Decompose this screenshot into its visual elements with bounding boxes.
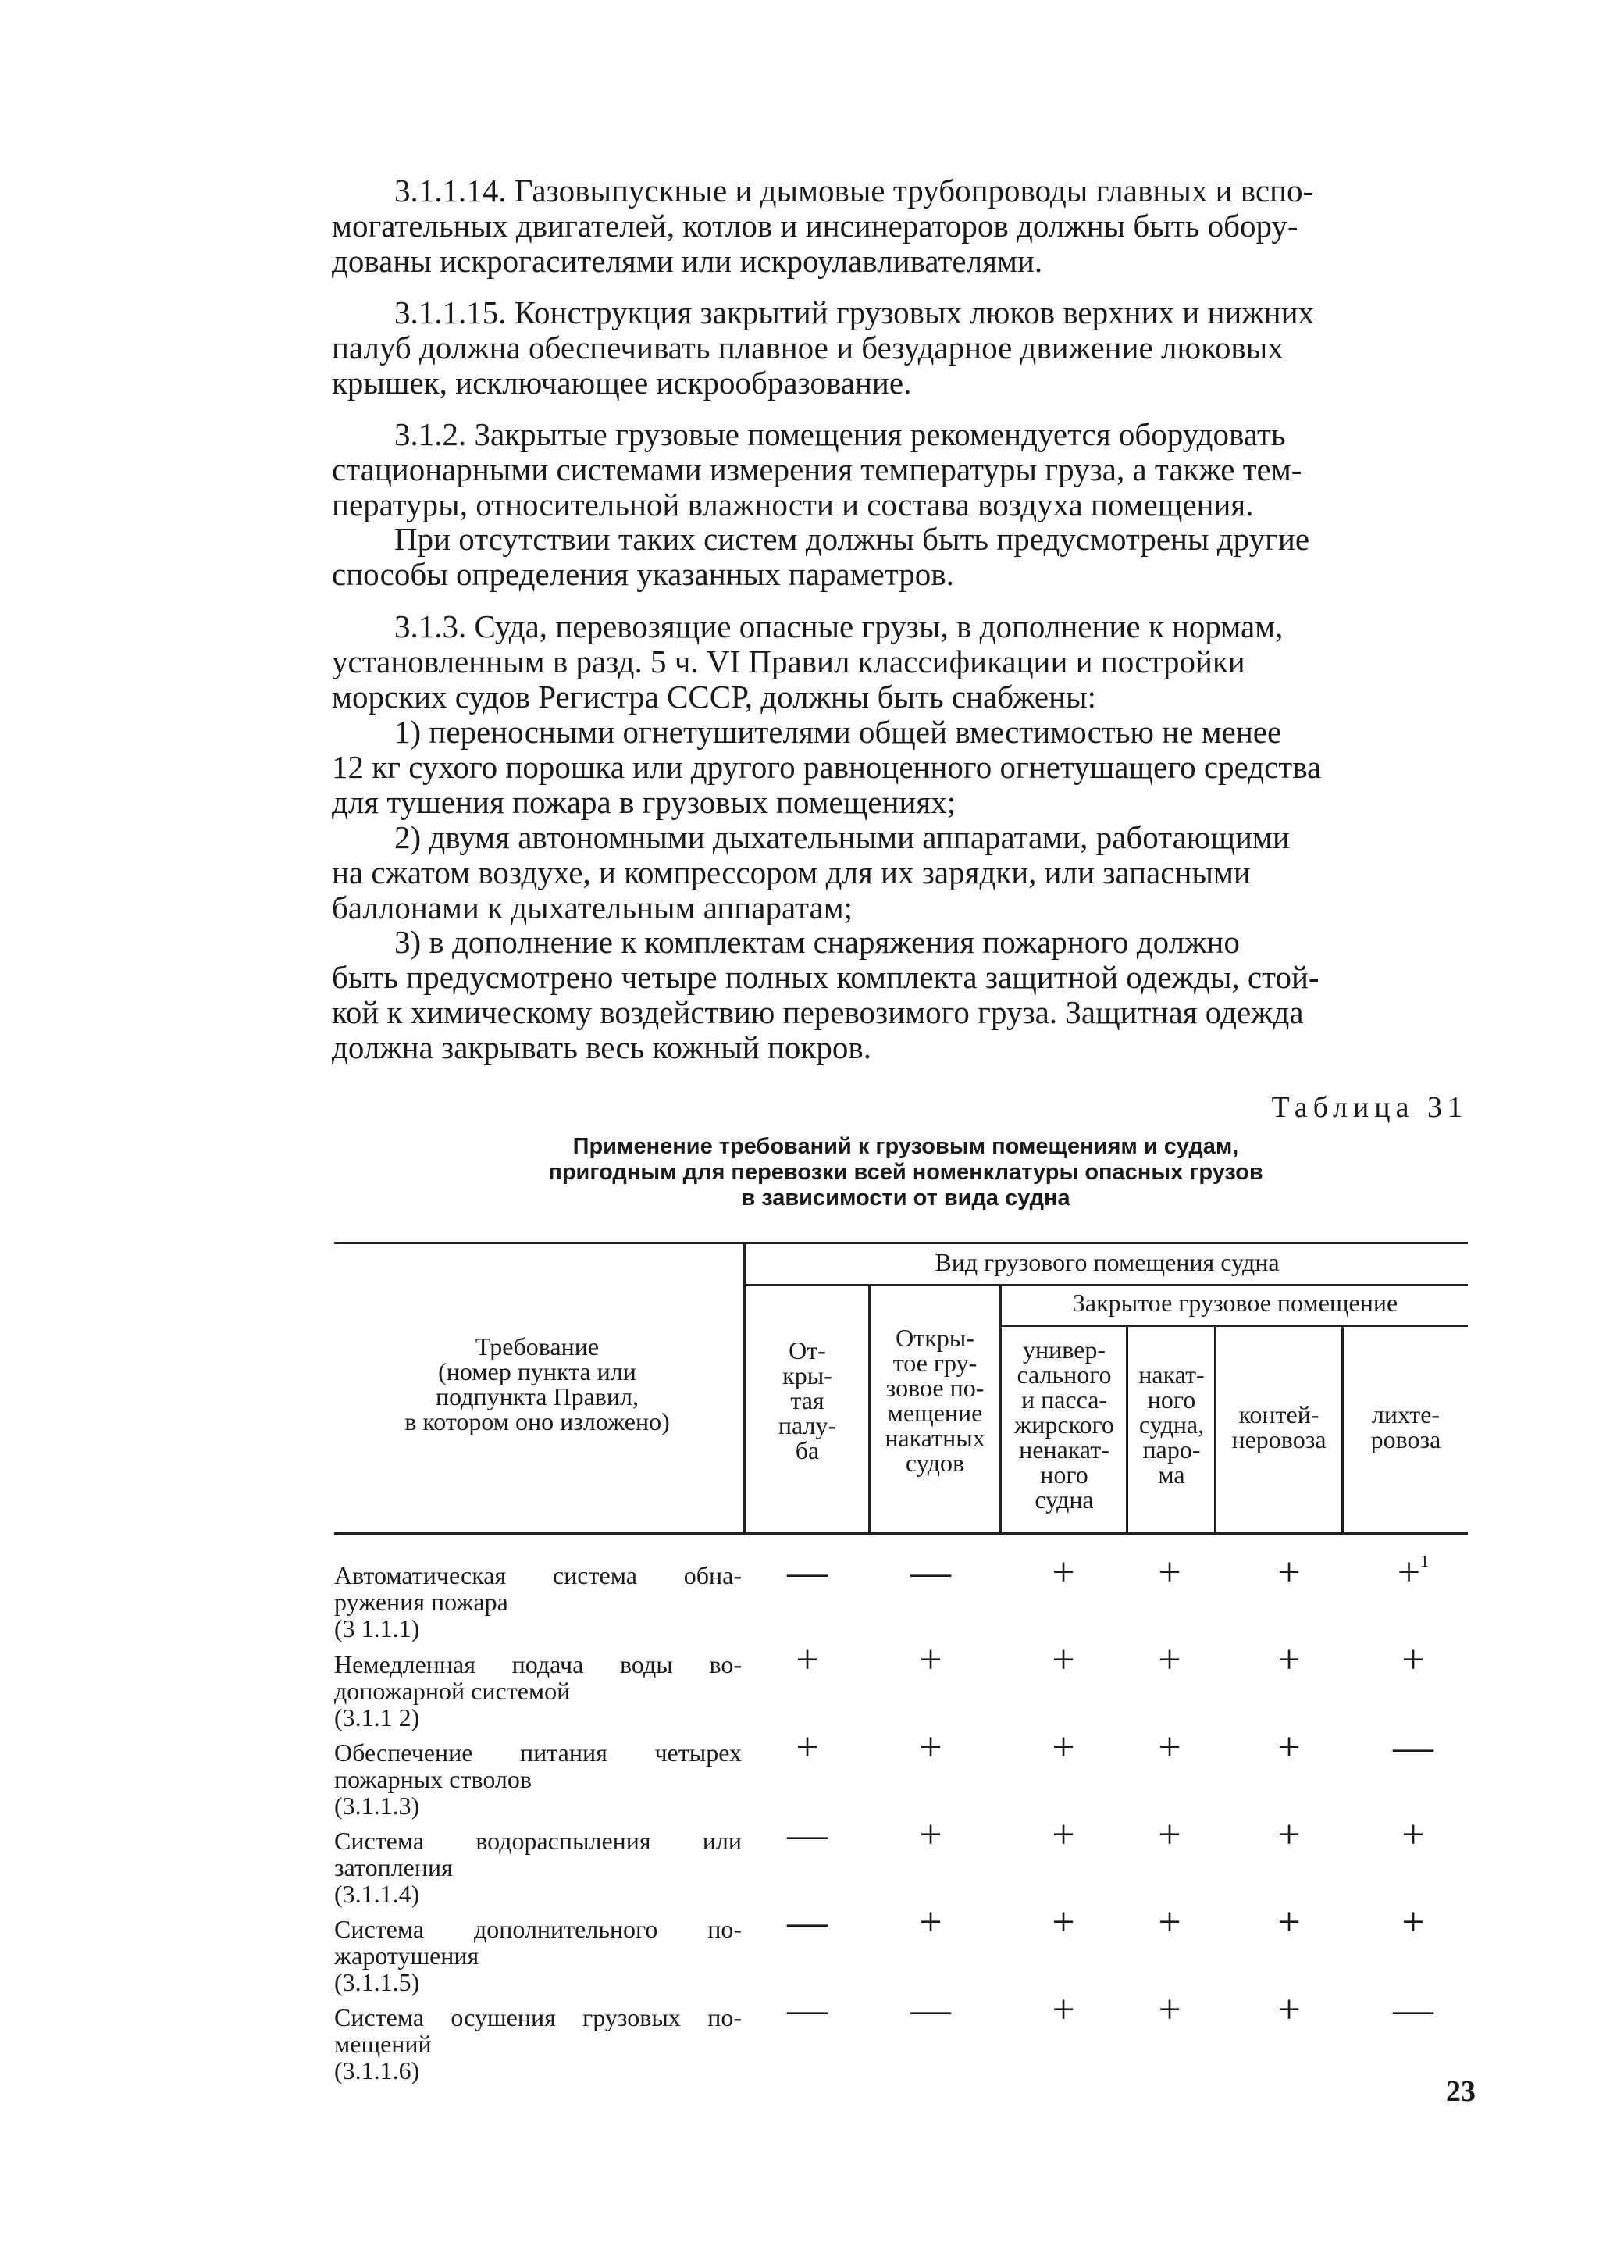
cell-mark-with-footnote	[1382, 1550, 1444, 1595]
cell-mark: —	[1393, 1988, 1433, 2032]
header-text: судна	[1035, 1485, 1094, 1514]
list-item-2	[332, 820, 1468, 925]
cell-mark: +	[1401, 1900, 1425, 1945]
row-label-text: Обеспечение питания четырех	[334, 1738, 742, 1767]
row-label-text: жаротушения	[334, 1942, 479, 1970]
header-text: Откры-	[896, 1324, 974, 1352]
header-text: судна,	[1138, 1410, 1205, 1439]
header-requirement	[334, 1334, 740, 1434]
text-line: могательных двигателей, котлов и инсинераторов должны быть обору-	[332, 208, 1298, 244]
cell-mark: +	[1277, 1900, 1301, 1945]
text-line: морских судов Регистра СССР, должны быть снабжены:	[332, 679, 1096, 715]
row-label-text: ружения пожара	[334, 1588, 508, 1616]
header-text: ненакат-	[1019, 1435, 1109, 1464]
cell-mark: —	[910, 1988, 951, 2032]
table-row-label	[334, 1739, 742, 1819]
header-universal	[1002, 1337, 1127, 1512]
header-text: мещение	[887, 1399, 983, 1427]
row-label-text: пожарных стволов	[334, 1765, 532, 1793]
table-row-label	[334, 1562, 742, 1642]
text-line: пературы, относительной влажности и состава воздуха помещения.	[332, 487, 1254, 522]
table-title-line: в зависимости от вида судна	[741, 1186, 1070, 1211]
header-text: зовое по-	[885, 1374, 985, 1402]
header-closed-group: Закрытое грузовое помещение	[1072, 1289, 1398, 1317]
header-open-deck	[746, 1338, 868, 1463]
text-line: дованы искрогасителями или искроулавливателями.	[332, 243, 1043, 279]
header-text: От-	[789, 1336, 826, 1364]
cell-mark: +	[1158, 1813, 1181, 1857]
text-line: баллонами к дыхательным аппаратам;	[332, 890, 853, 925]
cell-mark: +	[919, 1638, 942, 1682]
header-text: судов	[905, 1449, 965, 1477]
header-text: кры-	[782, 1361, 832, 1389]
header-text: Требование	[475, 1332, 600, 1360]
header-text: и пасса-	[1020, 1385, 1108, 1414]
text-line: 3.1.3. Суда, перевозящие опасные грузы, в дополнение к нормам,	[394, 608, 1284, 644]
cell-mark: +	[1158, 1550, 1181, 1595]
header-text: паро-	[1142, 1435, 1201, 1464]
cell-mark: +	[919, 1900, 942, 1945]
table-top-rule	[334, 1242, 1468, 1244]
text-line: 3.1.1.15. Конструкция закрытий грузовых люков верхних и нижних	[394, 294, 1315, 330]
cell-mark: +	[1277, 1638, 1301, 1682]
row-label-text: Система водораспыления или	[334, 1827, 742, 1855]
header-text: контей-	[1238, 1400, 1320, 1428]
cell-mark: +	[1277, 1550, 1301, 1595]
cell-mark: +	[1158, 1638, 1181, 1682]
column-divider	[743, 1242, 746, 1532]
row-label-text: затопления	[334, 1853, 453, 1881]
cell-mark: —	[787, 1900, 828, 1945]
text-line: для тушения пожара в грузовых помещениях;	[332, 784, 956, 820]
text-line: 2) двумя автономными дыхательными аппаратами, работающими	[394, 819, 1290, 855]
cell-mark: +	[796, 1638, 819, 1682]
cell-mark: —	[910, 1550, 951, 1595]
text-line: установленным в разд. 5 ч. VI Правил классификации и постройки	[332, 644, 1245, 679]
header-text: (номер пункта или	[438, 1357, 636, 1385]
cell-mark: +	[1052, 1900, 1075, 1945]
cell-mark: +	[1052, 1638, 1075, 1682]
header-text: ма	[1158, 1460, 1185, 1489]
text-line: стационарными системами измерения температуры груза, а также тем-	[332, 451, 1302, 487]
row-reference: (3.1.1.5)	[334, 1968, 420, 1996]
cell-mark: +	[1052, 1550, 1075, 1595]
cell-mark: +	[1158, 1988, 1181, 2032]
text-line: палуб должна обеспечивать плавное и безударное движение люковых	[332, 330, 1284, 366]
header-group: Вид грузового помещения судна	[935, 1248, 1280, 1276]
header-roro	[1128, 1362, 1215, 1487]
closed-group-rule	[1001, 1325, 1468, 1327]
table-label: Таблица 31	[1271, 1091, 1468, 1124]
cell-mark: +	[1158, 1900, 1181, 1945]
table-row-label	[334, 1651, 742, 1731]
header-text: тое гру-	[892, 1349, 978, 1377]
cell-mark: +	[1277, 1725, 1301, 1770]
cell-mark: —	[787, 1988, 828, 2032]
row-label-text: Автоматическая система обна-	[334, 1561, 742, 1589]
list-item-1	[332, 715, 1468, 820]
text-line: должна закрывать весь кожный покров.	[332, 1029, 871, 1065]
row-reference: (3.1.1.4)	[334, 1880, 420, 1908]
paragraph-3-1-3	[332, 609, 1468, 715]
text-line: 12 кг сухого порошка или другого равноценного огнетушащего средства	[332, 749, 1322, 785]
paragraph-absence-of-systems	[332, 522, 1468, 592]
row-label-text: Система осушения грузовых по-	[334, 2003, 742, 2031]
header-text: лихте-	[1371, 1400, 1441, 1428]
text-line: кой к химическому воздействию перевозимого груза. Защитная одежда	[332, 994, 1304, 1030]
row-label-text: Немедленная подача воды во-	[334, 1650, 742, 1678]
cell-mark: +	[796, 1725, 819, 1770]
table-title	[437, 1134, 1374, 1211]
text-line: 1) переносными огнетушителями общей вместимостью не менее	[394, 714, 1282, 750]
table-row-label	[334, 2004, 742, 2084]
row-reference: (3 1.1.1)	[334, 1614, 420, 1642]
paragraph-3-1-1-15	[332, 295, 1468, 401]
row-reference: (3.1.1.3)	[334, 1792, 420, 1820]
row-reference: (3.1.1 2)	[334, 1703, 420, 1731]
header-text: тая	[790, 1386, 824, 1414]
footnote-marker: 1	[1420, 1551, 1430, 1571]
header-text: подпункта Правил,	[436, 1382, 639, 1410]
header-container	[1216, 1402, 1341, 1452]
table-row-label	[334, 1828, 742, 1907]
cell-mark: +	[1277, 1988, 1301, 2032]
text-line: способы определения указанных параметров.	[332, 556, 954, 592]
cell-mark: +	[1277, 1813, 1301, 1857]
table-title-line: пригодным для перевозки всей номенклатуры опасных грузов	[548, 1160, 1263, 1185]
text-line: быть предусмотрено четыре полных комплекта защитной одежды, стой-	[332, 959, 1320, 995]
row-label-text: допожарной системой	[334, 1677, 571, 1705]
row-label-text: Система дополнительного по-	[334, 1915, 742, 1943]
row-reference: (3.1.1.6)	[334, 2056, 420, 2084]
page-number: 23	[1446, 2075, 1476, 2108]
text-line: 3.1.2. Закрытые грузовые помещения рекомендуется оборудовать	[394, 416, 1286, 452]
cell-mark-symbol: +	[1397, 1550, 1421, 1595]
list-item-3	[332, 925, 1468, 1065]
cell-mark: +	[1052, 1813, 1075, 1857]
text-line: При отсутствии таких систем должны быть предусмотрены другие	[394, 521, 1310, 557]
cell-mark: —	[1393, 1725, 1433, 1770]
cell-mark: +	[1158, 1725, 1181, 1770]
text-line: крышек, исключающее искрообразование.	[332, 365, 912, 401]
header-text: жирского	[1014, 1410, 1114, 1439]
row-label-text: мещений	[334, 2030, 432, 2058]
paragraph-3-1-2	[332, 417, 1468, 522]
cell-mark: +	[1052, 1725, 1075, 1770]
cell-mark: —	[787, 1550, 828, 1595]
header-text: палу-	[778, 1411, 837, 1439]
header-text: универ-	[1022, 1335, 1106, 1364]
table-title-line: Применение требований к грузовым помещениям и судам,	[572, 1134, 1239, 1159]
header-text: сального	[1017, 1360, 1112, 1389]
cell-mark: +	[1401, 1813, 1425, 1857]
cell-mark: +	[1052, 1988, 1075, 2032]
header-text: ровоза	[1370, 1425, 1441, 1453]
header-lighter	[1344, 1402, 1468, 1452]
cell-mark: +	[919, 1725, 942, 1770]
header-text: накатных	[885, 1424, 985, 1452]
text-line: 3) в дополнение к комплектам снаряжения пожарного должно	[394, 924, 1240, 960]
header-text: в котором оно изложено)	[404, 1407, 670, 1435]
cell-mark: +	[919, 1813, 942, 1857]
header-open-roro	[871, 1325, 999, 1475]
header-text: накат-	[1138, 1360, 1205, 1389]
text-line: на сжатом воздухе, и компрессором для их зарядки, или запасными	[332, 854, 1251, 890]
cell-mark: +	[1401, 1638, 1425, 1682]
group-header-rule	[746, 1284, 1468, 1286]
header-text: ного	[1040, 1460, 1088, 1489]
cell-mark: —	[787, 1813, 828, 1857]
header-text: ного	[1147, 1385, 1196, 1414]
text-line: 3.1.1.14. Газовыпускные и дымовые трубопроводы главных и вспо-	[394, 173, 1314, 209]
header-text: ба	[795, 1436, 820, 1464]
table-row-label	[334, 1916, 742, 1995]
paragraph-3-1-1-14	[332, 173, 1468, 279]
header-text: неровоза	[1231, 1425, 1327, 1453]
header-bottom-rule	[334, 1532, 1468, 1535]
